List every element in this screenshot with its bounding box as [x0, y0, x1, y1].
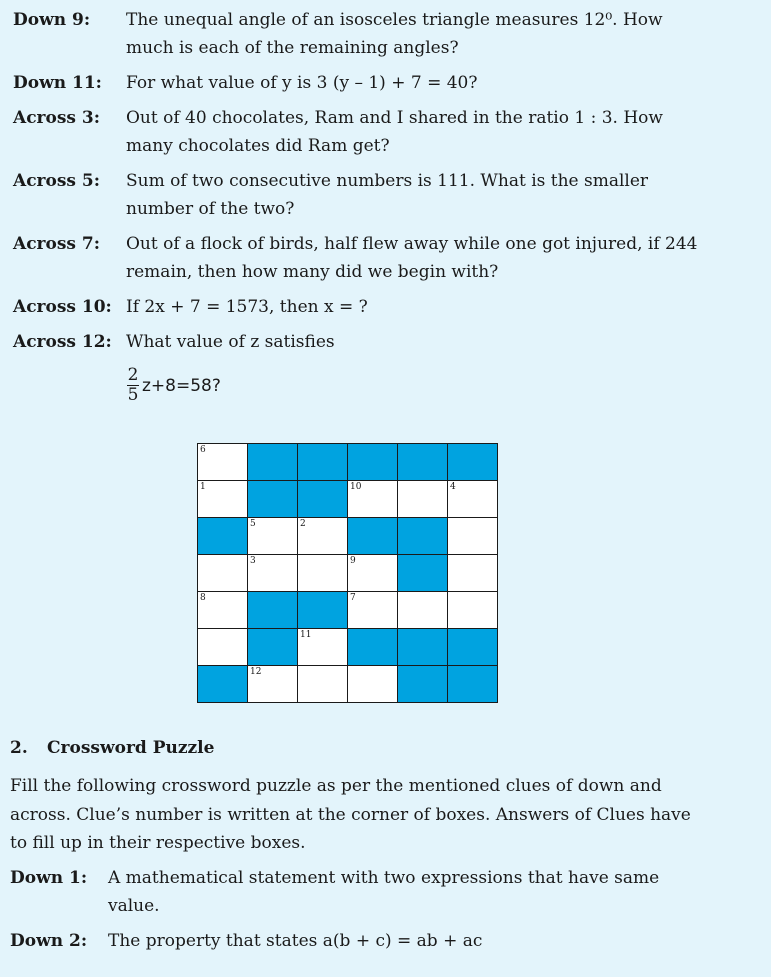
section-heading — [10, 738, 214, 758]
grid-cell-blocked — [398, 518, 448, 555]
grid-cell-blocked — [448, 444, 498, 481]
clue-text: What value of z satisfies — [126, 332, 335, 352]
grid-cell-blocked — [348, 444, 398, 481]
fraction — [127, 366, 139, 405]
clue-label: Down 1: — [10, 868, 88, 888]
clue-label: Across 12: — [13, 332, 112, 352]
clue-number: 7 — [350, 593, 356, 603]
grid-cell[interactable] — [448, 481, 498, 518]
clue-text: The property that states a(b + c) = ab + ac — [108, 931, 483, 951]
grid-cell[interactable] — [398, 481, 448, 518]
clue-text: For what value of y is 3 (y – 1) + 7 = 40? — [126, 73, 478, 93]
grid-cell-blocked — [298, 592, 348, 629]
instructions-text: Fill the following crossword puzzle as per the mentioned clues of down and across. Clue’s number is written at the corner of boxes. Answers of Clues have to fill up in their respective boxes. — [10, 776, 691, 853]
grid-cell[interactable] — [198, 481, 248, 518]
grid-cell[interactable] — [248, 555, 298, 592]
grid-cell[interactable] — [398, 592, 448, 629]
grid-cell[interactable] — [198, 629, 248, 666]
fraction-numerator: 2 — [127, 365, 139, 385]
crossword-grid — [197, 443, 498, 703]
clue-number: 6 — [200, 445, 206, 455]
grid-cell[interactable] — [348, 666, 398, 703]
grid-cell-blocked — [448, 629, 498, 666]
grid-cell[interactable] — [298, 518, 348, 555]
grid-cell[interactable] — [348, 592, 398, 629]
grid-cell-blocked — [398, 444, 448, 481]
grid-cell[interactable] — [448, 518, 498, 555]
grid-row — [198, 555, 498, 592]
grid-row — [198, 444, 498, 481]
grid-cell[interactable] — [448, 592, 498, 629]
grid-row — [198, 666, 498, 703]
grid-cell[interactable] — [248, 518, 298, 555]
clue-number: 2 — [300, 519, 306, 529]
equation — [127, 366, 221, 405]
grid-cell[interactable] — [448, 555, 498, 592]
clue-number: 3 — [250, 556, 256, 566]
grid-cell[interactable] — [198, 592, 248, 629]
clue-label: Down 11: — [13, 73, 102, 93]
section-title: Crossword Puzzle — [47, 738, 215, 758]
clue-number: 4 — [450, 482, 456, 492]
grid-cell-blocked — [398, 555, 448, 592]
grid-cell-blocked — [448, 666, 498, 703]
grid-cell-blocked — [398, 666, 448, 703]
clue-text: Out of a flock of birds, half flew away while one got injured, if 244 remain, then how many did we begin with? — [126, 234, 698, 282]
grid-cell-blocked — [348, 518, 398, 555]
grid-cell[interactable] — [248, 666, 298, 703]
grid-cell-blocked — [198, 666, 248, 703]
equation-rest: z+8=58? — [142, 375, 221, 396]
clue-text: A mathematical statement with two expressions that have same value. — [108, 868, 660, 916]
grid-cell-blocked — [298, 444, 348, 481]
grid-cell-blocked — [198, 518, 248, 555]
grid-cell[interactable] — [298, 629, 348, 666]
grid-cell-blocked — [348, 629, 398, 666]
grid-cell[interactable] — [348, 555, 398, 592]
grid-cell-blocked — [248, 481, 298, 518]
clue-text: Sum of two consecutive numbers is 111. What is the smaller number of the two? — [126, 171, 649, 219]
grid-cell-blocked — [398, 629, 448, 666]
clue-label: Down 9: — [13, 10, 91, 30]
clue-number: 5 — [250, 519, 256, 529]
clue-number: 12 — [250, 667, 262, 677]
grid-cell[interactable] — [198, 555, 248, 592]
clue-number: 10 — [350, 482, 362, 492]
grid-cell[interactable] — [298, 666, 348, 703]
grid-row — [198, 592, 498, 629]
grid-cell-blocked — [248, 592, 298, 629]
grid-cell[interactable] — [348, 481, 398, 518]
section-number: 2. — [10, 738, 28, 758]
clue-number: 11 — [300, 630, 312, 640]
grid-cell-blocked — [298, 481, 348, 518]
clue-label: Across 5: — [13, 171, 101, 191]
grid-row — [198, 629, 498, 666]
clue-number: 8 — [200, 593, 206, 603]
grid-row — [198, 518, 498, 555]
grid-cell[interactable] — [298, 555, 348, 592]
clue-label: Down 2: — [10, 931, 88, 951]
clue-label: Across 3: — [13, 108, 101, 128]
clue-text: The unequal angle of an isosceles triangle measures 12⁰. How much is each of the remaining angles? — [126, 10, 663, 58]
clue-number: 1 — [200, 482, 206, 492]
fraction-denominator: 5 — [127, 385, 139, 405]
clue-label: Across 10: — [13, 297, 112, 317]
grid-cell[interactable] — [198, 444, 248, 481]
grid-cell-blocked — [248, 629, 298, 666]
grid-cell-blocked — [248, 444, 298, 481]
clue-label: Across 7: — [13, 234, 101, 254]
clue-number: 9 — [350, 556, 356, 566]
grid-row — [198, 481, 498, 518]
clue-text: If 2x + 7 = 1573, then x = ? — [126, 297, 368, 317]
clue-text: Out of 40 chocolates, Ram and I shared in the ratio 1 : 3. How many chocolates did Ram get? — [126, 108, 663, 156]
